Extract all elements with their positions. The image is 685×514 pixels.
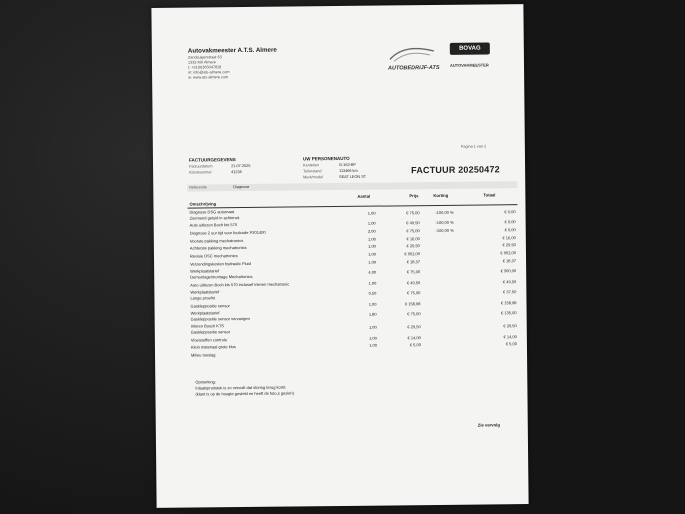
row-price: € 75,00: [406, 269, 421, 275]
row-description: Gaskleppositie sensor vervangen: [190, 315, 250, 322]
row-qty: 1,00: [368, 251, 377, 257]
row-price: € 158,98: [404, 300, 421, 306]
row-price: € 29,50: [406, 243, 420, 249]
row-description: Voorste pakking mechatronics: [189, 237, 244, 244]
invoice-details-heading: FACTUURGEGEVENS: [188, 157, 236, 163]
row-description: Revisie DSC mechatronics: [189, 253, 238, 259]
row-total: € 0,00: [504, 219, 516, 225]
remarks-heading: Opmerking:: [195, 379, 217, 385]
row-price: € 75,00: [407, 311, 421, 317]
row-price: € 14,00: [407, 334, 421, 340]
company-city: 1333 MX Almere: [187, 60, 217, 65]
ats-logo: [384, 45, 442, 74]
row-description: Klein materiaal grote klus: [190, 344, 236, 350]
plate-value: G-163-BP: [339, 162, 356, 168]
row-discount: -100,00 %: [435, 227, 454, 233]
col-qty-header: Aantal: [357, 193, 371, 199]
row-total: € 0,00: [504, 227, 516, 233]
row-price: € 75,00: [406, 209, 420, 216]
row-total: € 29,50: [503, 323, 517, 329]
company-phone: t: +31(0)365047818: [187, 65, 222, 70]
model-value: SEAT LEON ST: [339, 174, 367, 180]
model-label: Merk/model: [303, 175, 324, 180]
row-total: € 29,50: [502, 242, 516, 248]
mileage-value: 113466 km: [339, 168, 358, 174]
row-total: € 158,98: [500, 299, 517, 305]
row-total: € 37,50: [502, 289, 517, 295]
company-website: w: www.ats-almere.com: [188, 75, 229, 80]
row-total: € 952,00: [500, 250, 517, 256]
row-total: € 18,37: [502, 257, 517, 263]
row-description: Vloeistoffen controle: [190, 336, 228, 343]
row-total: € 49,50: [502, 278, 517, 284]
page-number: Pagina 1 van 2: [460, 144, 487, 149]
row-total: € 135,00: [500, 310, 517, 316]
plate-label: Kenteken: [303, 163, 320, 168]
row-qty: 2,00: [367, 228, 376, 234]
row-qty: 1,00: [368, 243, 376, 250]
invoice-date-value: 21-07-2025: [231, 163, 251, 169]
row-qty: 1,00: [369, 342, 377, 348]
col-price-header: Prijs: [409, 193, 419, 199]
row-description: Werkplaatstarief: [190, 268, 220, 274]
vehicle-heading: UW PERSONENAUTO: [302, 155, 350, 162]
row-qty: 1,00: [367, 210, 376, 216]
row-description: Gaskleppositie sensor: [190, 302, 230, 309]
row-discount: -100,00 %: [435, 209, 454, 215]
invoice-date-label: Factuurdatum: [189, 164, 213, 169]
row-price: € 5,00: [409, 342, 421, 348]
row-qty: 1,00: [367, 236, 376, 242]
row-qty: 1,80: [368, 311, 377, 317]
row-price: € 49,50: [406, 220, 420, 226]
row-qty: 1,00: [369, 335, 377, 341]
row-description: Werkplaatstarief: [190, 289, 220, 295]
row-description: Inleren Bosch KTS: [190, 323, 225, 329]
bovag-logo: BOVAG: [450, 42, 490, 54]
row-total: € 300,00: [500, 268, 517, 274]
invoice-paper: [151, 4, 528, 508]
row-description: Zoemend geluid in achteruit.: [189, 214, 241, 221]
table-header-rule: [187, 204, 517, 208]
row-discount: -100,00 %: [435, 219, 454, 226]
remarks-line-2: (klant is op de hoogte gesteld en heeft de foto,s gezien): [195, 390, 294, 397]
col-desc-header: Omschrijving: [189, 201, 217, 207]
row-price: € 18,37: [406, 258, 421, 264]
row-price: € 75,00: [406, 228, 420, 234]
row-total: € 16,00: [502, 234, 516, 240]
row-description: Milieu toeslag: [191, 352, 216, 358]
reference-value: Diagnose: [233, 184, 250, 190]
continued-note: Zie vervolg: [477, 422, 500, 428]
row-description: Auto uitlezen Boch kts 570 inclusief inleren mechatronic: [190, 281, 290, 288]
row-description: Verzendingskosten hydraulic Fluid: [190, 260, 251, 267]
row-price: € 75,00: [407, 290, 421, 296]
invoice-title: FACTUUR 20250472: [411, 164, 500, 176]
col-discount-header: Korting: [433, 192, 449, 199]
row-description: Werkplaatstarief: [190, 310, 220, 316]
col-total-header: Totaal: [483, 192, 496, 198]
row-qty: 1,00: [368, 280, 377, 286]
row-qty: 1,00: [368, 301, 377, 307]
row-description: Lange proefrit: [190, 295, 216, 301]
row-description: Diagnose 2 uur tijd voor foutcode P201400: [189, 229, 266, 236]
row-description: Achterste pakking mechatronics: [189, 245, 247, 251]
row-qty: 4,00: [368, 269, 377, 275]
customer-number-value: 41236: [231, 170, 242, 175]
row-description: Demontage/montage Mechatronics: [190, 273, 253, 280]
row-qty: 0,50: [368, 290, 377, 296]
row-price: € 16,00: [406, 235, 420, 241]
row-total: € 5,00: [505, 341, 517, 347]
row-total: € 14,00: [503, 333, 517, 339]
company-address: Zandsuigerstraat 63: [187, 55, 222, 60]
row-description: Auto uitlezen Boch kts 570: [189, 222, 238, 228]
row-price: € 952,00: [404, 251, 421, 257]
row-qty: 1,00: [367, 220, 376, 226]
autovakmeester-logo: AUTOVAKMEESTER: [449, 62, 489, 68]
mileage-label: Tellerstand: [303, 169, 322, 174]
row-description: Diagnose DSG automaat.: [189, 209, 236, 215]
reference-label: Referentie: [189, 185, 207, 190]
row-qty: 1,00: [368, 259, 377, 265]
company-email: m: info@ats-almere.com: [188, 70, 230, 75]
remarks-line-1: Inlaatspruitstuk is zo vervuilt dat storing terug komt.: [195, 384, 287, 391]
row-price: € 49,50: [406, 279, 421, 285]
row-description: Gaskleppositie sensor: [190, 329, 231, 335]
customer-number-label: Klantnummer: [189, 170, 212, 175]
row-total: € 0,00: [504, 208, 516, 215]
ats-logo-text: AUTOBEDRIJF-ATS: [388, 64, 440, 72]
row-qty: 1,00: [368, 324, 377, 330]
company-name: Autovakmeester A.T.S. Almere: [187, 46, 277, 55]
row-price: € 29,50: [407, 324, 421, 330]
